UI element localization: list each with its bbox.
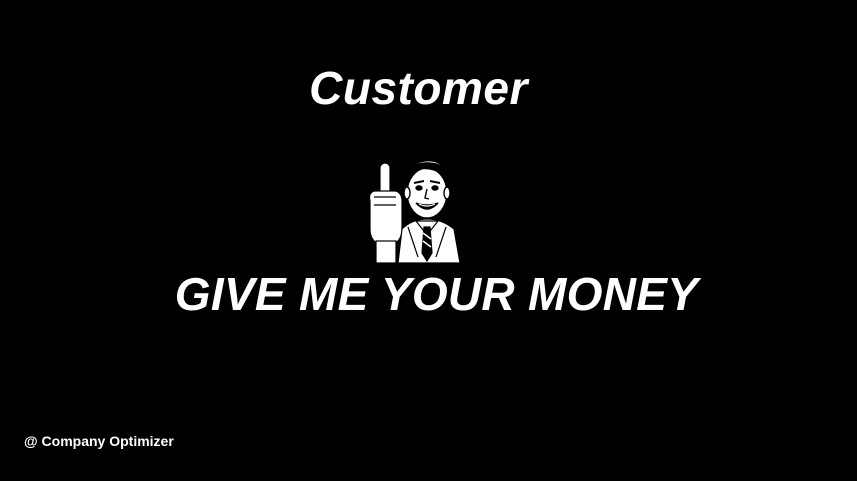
- slide-title: Customer: [309, 62, 528, 114]
- slide-headline: GIVE ME YOUR MONEY: [174, 268, 699, 320]
- footer-credit: @ Company Optimizer: [24, 433, 174, 449]
- retro-man-middle-finger-icon: [362, 157, 480, 263]
